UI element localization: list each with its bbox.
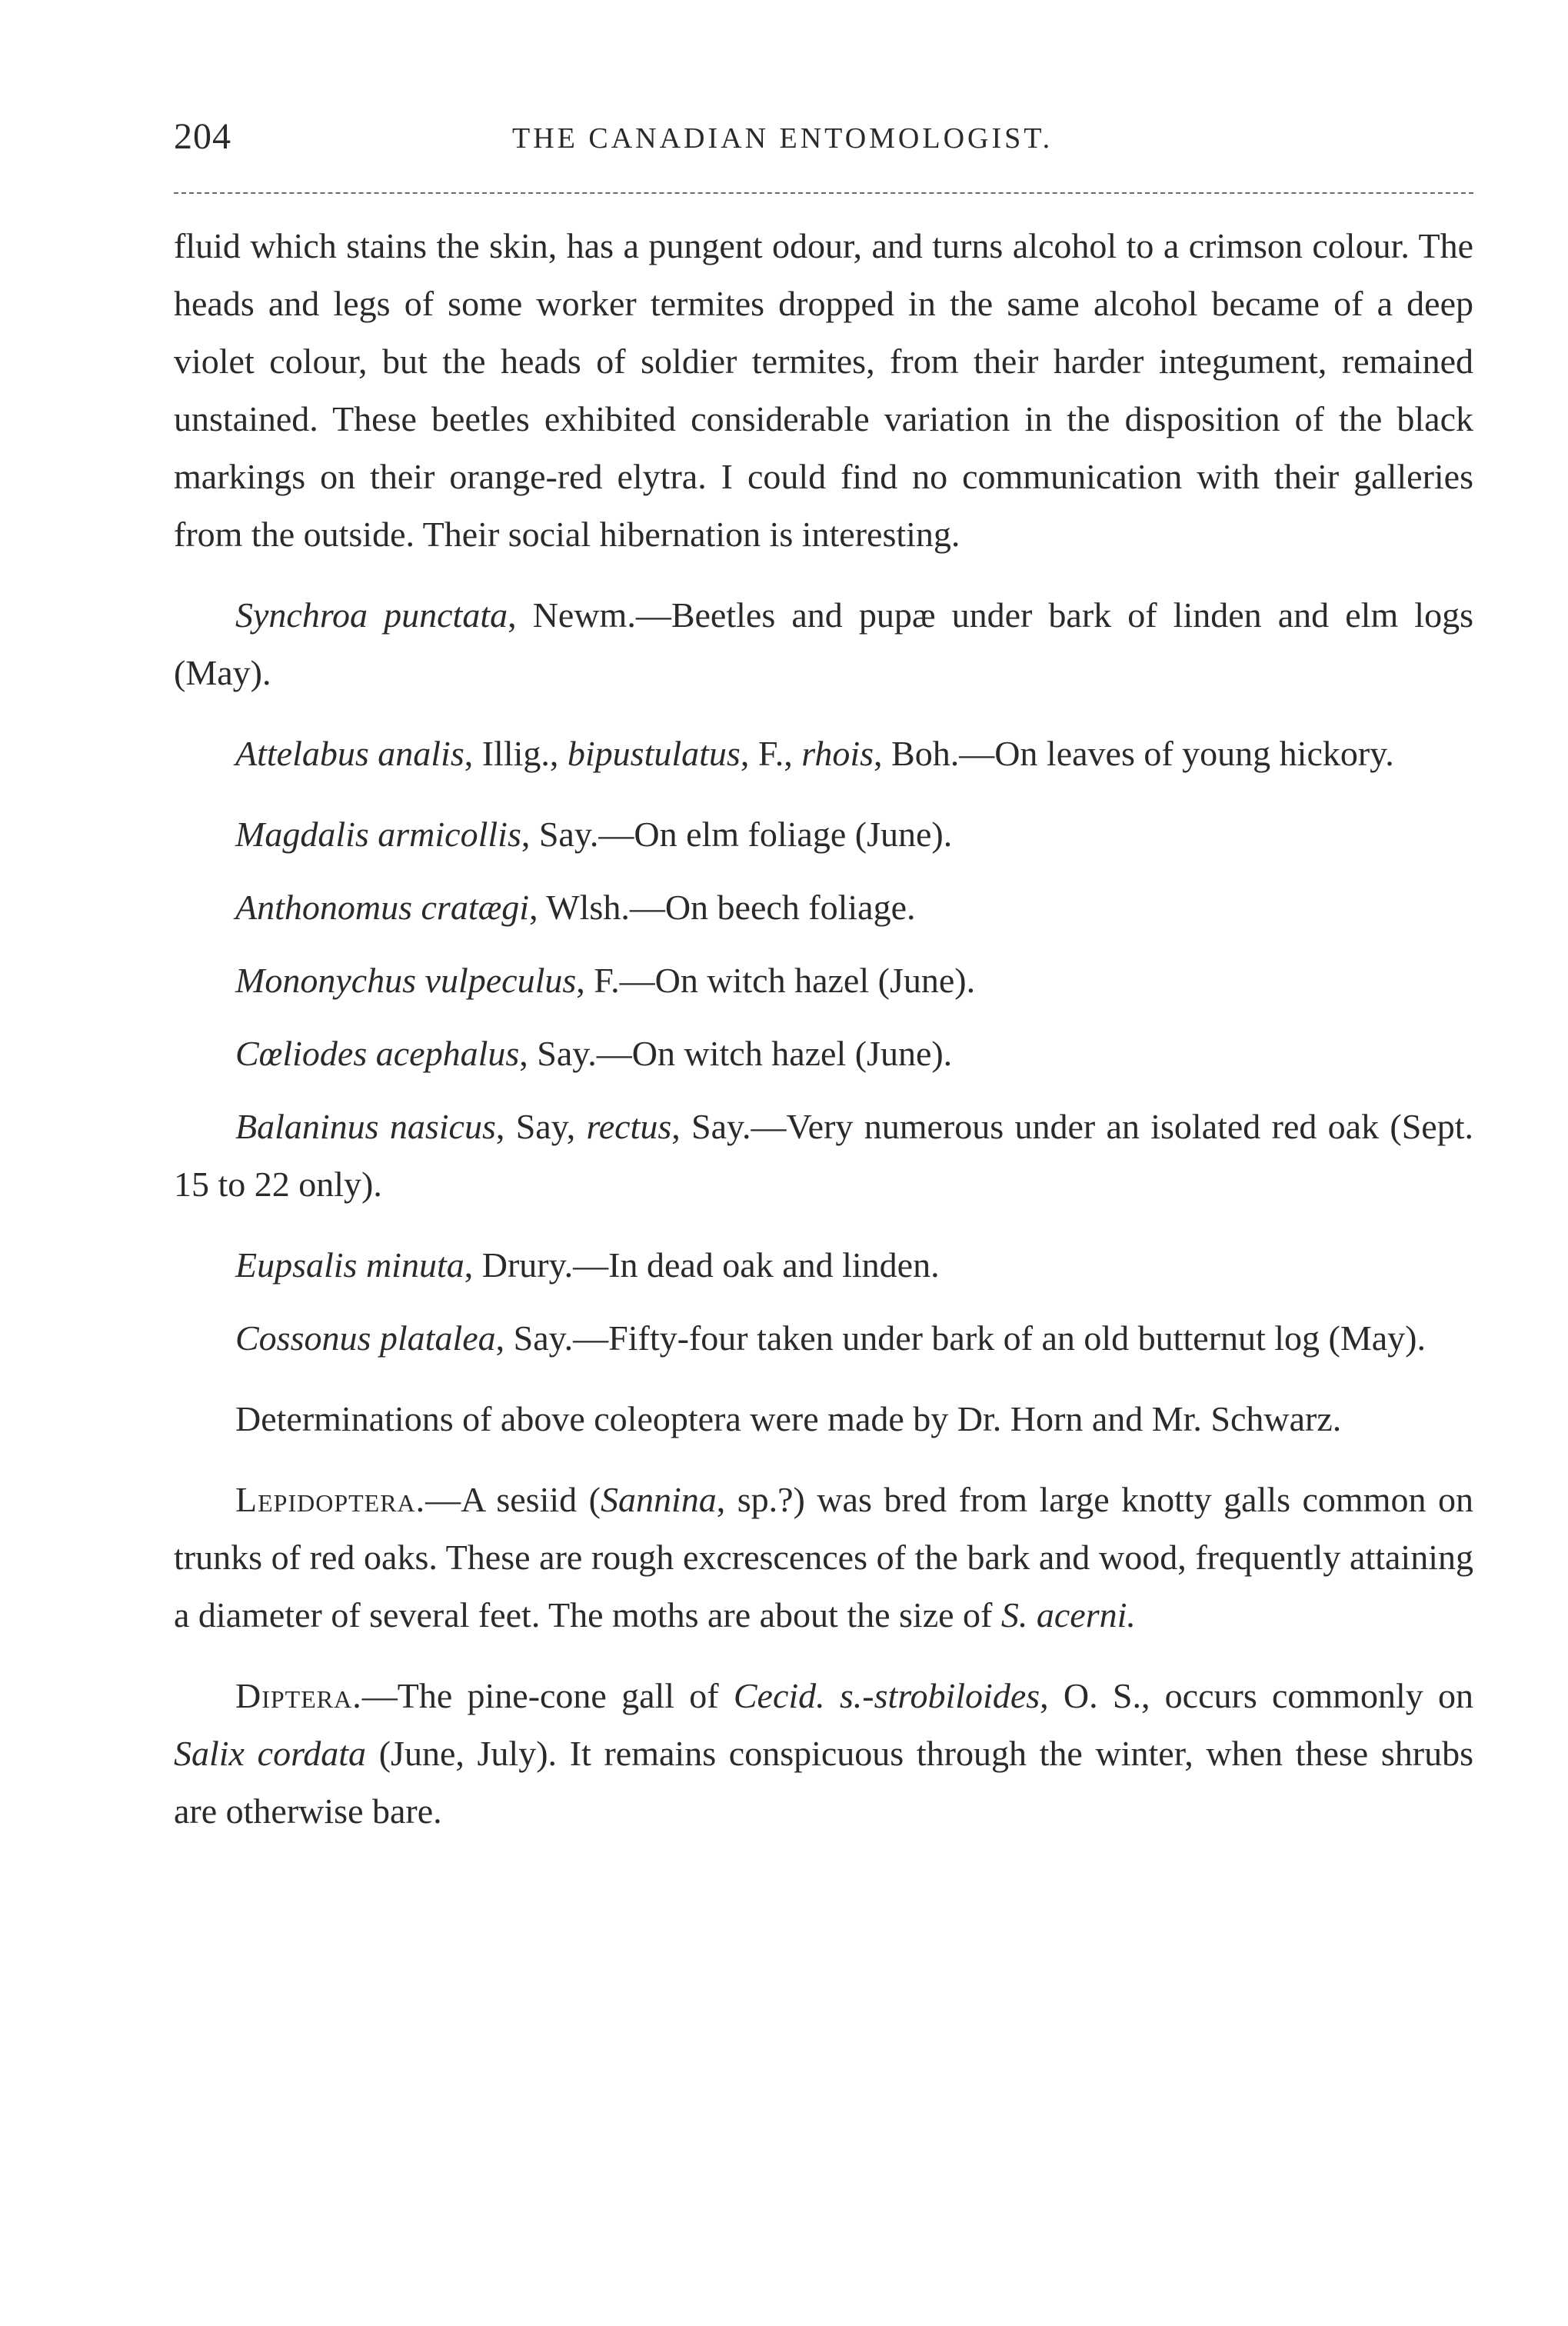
species-entry <box>174 951 1473 1009</box>
species-name: S. acerni. <box>1000 1595 1136 1635</box>
page-number: 204 <box>174 116 231 157</box>
species-name: Cossonus platalea <box>235 1318 496 1358</box>
section-heading: Lepidoptera. <box>235 1480 426 1519</box>
entry-text: , Say.—Fifty-four taken under bark of an old butternut log (May). <box>495 1318 1426 1358</box>
species-name: Salix cordata <box>174 1734 367 1773</box>
paragraph-text: , O. S., occurs commonly on <box>1040 1676 1473 1715</box>
species-name: Mononychus vulpeculus <box>235 961 577 1000</box>
species-entry <box>174 586 1473 701</box>
paragraph-text: —A sesiid ( <box>425 1480 601 1519</box>
species-name: Anthonomus cratægi <box>235 888 530 927</box>
header-rule <box>174 192 1473 194</box>
lepidoptera-paragraph <box>174 1471 1473 1644</box>
species-name: Eupsalis minuta <box>235 1245 464 1285</box>
entry-text: , Illig., <box>464 734 568 773</box>
species-name: Synchroa punctata <box>235 595 508 635</box>
species-name: rhois <box>801 734 874 773</box>
diptera-paragraph <box>174 1667 1473 1840</box>
species-entry <box>174 1025 1473 1082</box>
paragraph-text: —The pine-cone gall of <box>361 1676 734 1715</box>
entry-text: , Newm.—Beetles and pupæ under bark of linden and elm logs (May). <box>174 595 1473 692</box>
species-entry <box>174 878 1473 936</box>
entry-text: , Say.—On elm foliage (June). <box>521 815 953 854</box>
paragraph-text: (June, July). It remains conspicuous through the winter, when these shrubs are otherwise bare. <box>174 1734 1473 1831</box>
paragraph-text: , sp.?) was bred from large knotty galls common on trunks of red oaks. These are rough excrescences of the bark and wood, frequently attaining a diameter of several feet. The moths are about the size of <box>174 1480 1473 1635</box>
species-entry <box>174 725 1473 782</box>
determinations-paragraph: Determinations of above coleoptera were made by Dr. Horn and Mr. Schwarz. <box>235 1399 1342 1438</box>
entry-text: , Boh.—On leaves of young hickory. <box>874 734 1394 773</box>
species-name: Sannina <box>600 1480 717 1519</box>
entry-text: , F., <box>740 734 802 773</box>
species-entry <box>174 1309 1473 1367</box>
entry-text: , F.—On witch hazel (June). <box>576 961 976 1000</box>
species-name: bipustulatus <box>567 734 741 773</box>
opening-paragraph: fluid which stains the skin, has a pungent odour, and turns alcohol to a crimson colour. The heads and legs of some worker termites dropped in the same alcohol became of a deep violet colour, but the heads of soldier termites, from their harder integument, remained unstained. These beetles exhibited considerable variation in the disposition of the black markings on their orange-red elytra. I could find no communication with their galleries from the outside. Their social hibernation is interesting. <box>174 226 1473 554</box>
running-head: THE CANADIAN ENTOMOLOGIST. <box>512 122 1054 155</box>
species-entry <box>174 1098 1473 1213</box>
entry-text: , Say.—Very numerous under an isolated red oak (Sept. 15 to 22 only). <box>174 1107 1473 1204</box>
species-name: Attelabus analis <box>235 734 464 773</box>
entry-text: , Wlsh.—On beech foliage. <box>529 888 916 927</box>
species-entry <box>174 1236 1473 1294</box>
entry-text: , Say.—On witch hazel (June). <box>519 1034 953 1073</box>
species-entry <box>174 805 1473 863</box>
species-name: rectus <box>586 1107 672 1146</box>
page-header <box>174 115 1473 169</box>
entry-text: , Say, <box>495 1107 587 1146</box>
species-name: Balaninus nasicus <box>235 1107 496 1146</box>
species-name: Cœliodes acephalus <box>235 1034 520 1073</box>
species-name: Cecid. s.-strobiloides <box>733 1676 1040 1715</box>
section-heading: Diptera. <box>235 1676 362 1715</box>
entry-text: , Drury.—In dead oak and linden. <box>464 1245 940 1285</box>
body-text <box>174 217 1473 1840</box>
species-name: Magdalis armicollis <box>235 815 521 854</box>
